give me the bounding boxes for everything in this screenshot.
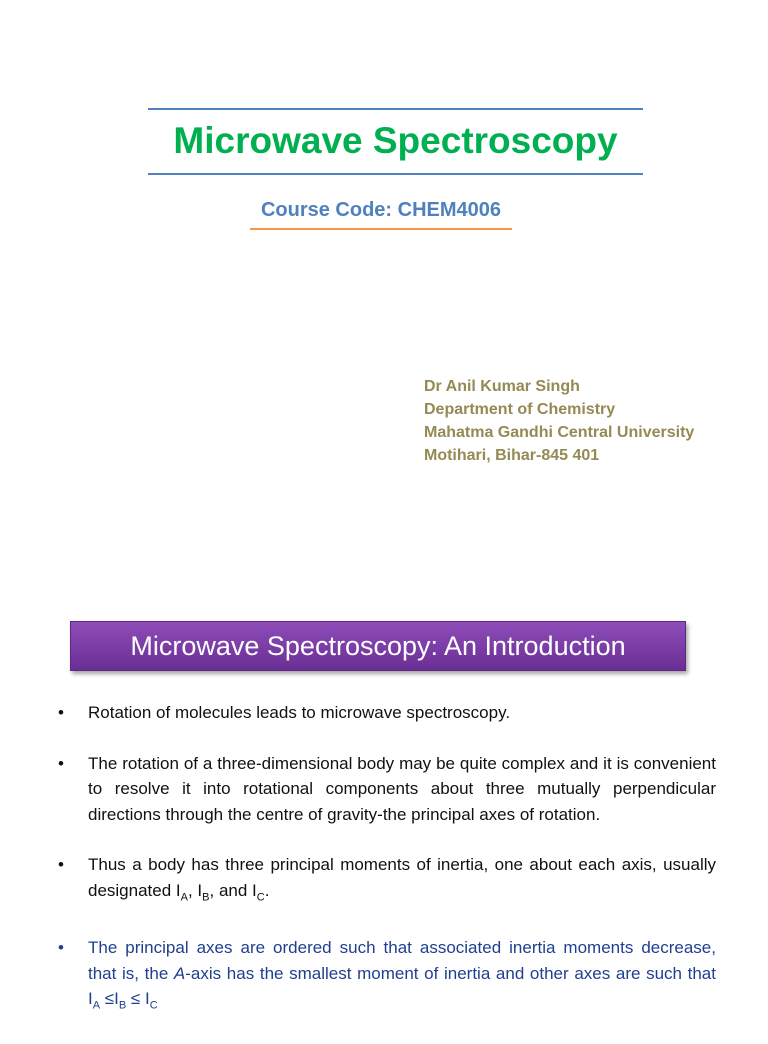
author-department: Department of Chemistry xyxy=(424,401,616,418)
title-block xyxy=(148,108,643,176)
bullet-list xyxy=(58,700,716,1044)
subscript: B xyxy=(118,999,127,1012)
subscript: C xyxy=(256,890,265,903)
title-rule-top xyxy=(148,108,643,110)
bullet-text: The rotation of a three-dimensional body may be quite complex and it is convenient to resolve it into rotational components about three mutually perpendicular directions through the centre of gravity-the principal axes of rotation. xyxy=(88,753,716,824)
bullet-text xyxy=(88,852,716,910)
italic-text: A xyxy=(173,963,186,983)
bullet-marker: • xyxy=(58,703,64,722)
bullet-text-part: , and I xyxy=(209,880,257,900)
bullet-text: Rotation of molecules leads to microwave spectroscopy. xyxy=(88,703,511,722)
section-heading: Microwave Spectroscopy: An Introduction xyxy=(70,621,686,671)
bullet-text-part: , I xyxy=(187,880,203,900)
author-university: Mahatma Gandhi Central University xyxy=(424,424,695,441)
subscript: A xyxy=(92,999,101,1012)
bullet-item xyxy=(58,852,716,910)
bullet-text-part: ≤ I xyxy=(126,989,150,1009)
bullet-marker: • xyxy=(58,855,64,874)
intro-slide xyxy=(0,600,768,1024)
author-address: Motihari, Bihar-845 401 xyxy=(424,447,600,464)
page-title: Microwave Spectroscopy xyxy=(173,120,618,161)
bullet-text-part: ≤I xyxy=(100,989,119,1009)
bullet-marker: • xyxy=(58,753,64,773)
course-code: Course Code: CHEM4006 xyxy=(260,199,502,221)
bullet-text-part: Thus a body has three principal moments of inertia, one about each axis, usually designated I xyxy=(88,855,716,900)
bullet-text-part: The principal axes are ordered such that associated inertia moments decrease, that is, the xyxy=(88,938,716,983)
subscript: A xyxy=(180,890,188,903)
bullet-text xyxy=(88,935,716,1019)
author-block xyxy=(424,375,694,467)
title-rule-bottom xyxy=(148,173,643,175)
author-name: Dr Anil Kumar Singh xyxy=(424,378,580,395)
course-code-underline xyxy=(250,228,512,230)
bullet-item xyxy=(58,700,716,726)
bullet-item xyxy=(58,751,716,828)
subscript: C xyxy=(149,999,158,1012)
bullet-marker: • xyxy=(58,938,64,958)
bullet-text-part: -axis has the smallest moment of inertia and other axes are such that I xyxy=(88,963,716,1009)
bullet-item xyxy=(58,935,716,1019)
bullet-text-part: . xyxy=(264,880,270,900)
subscript: B xyxy=(202,890,210,903)
